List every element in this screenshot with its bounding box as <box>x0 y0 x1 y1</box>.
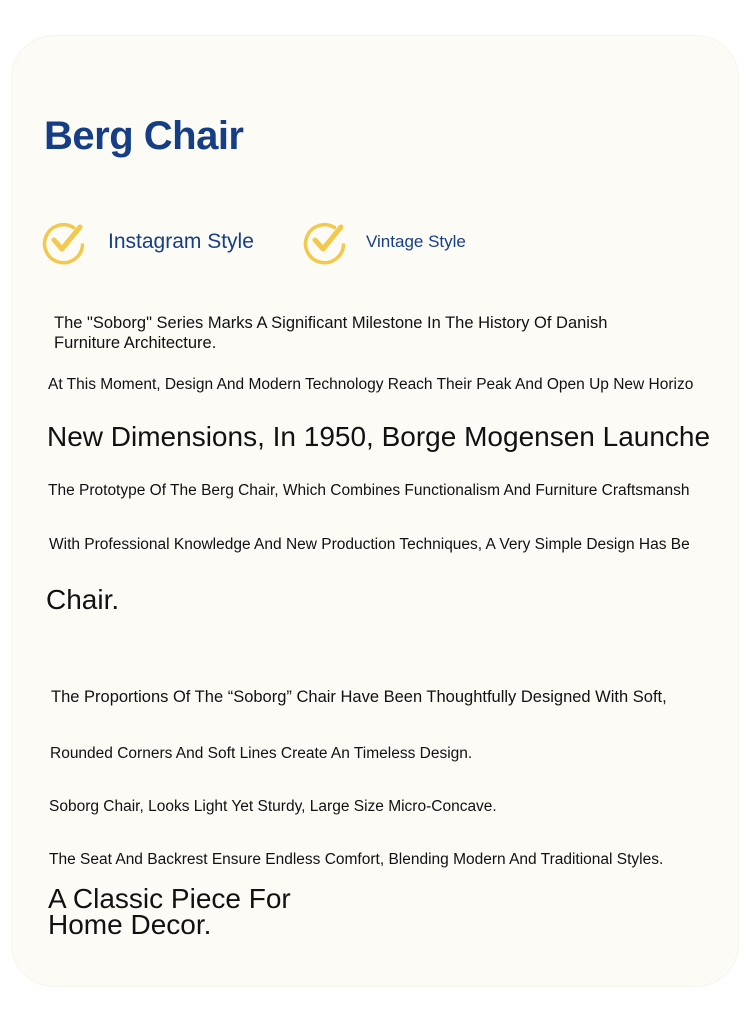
page-title: Berg Chair <box>44 114 244 158</box>
seat-paragraph: The Seat And Backrest Ensure Endless Comfort, Blending Modern And Traditional Styles. <box>49 851 664 868</box>
feature-vintage-style <box>301 219 466 265</box>
soborg-paragraph: Soborg Chair, Looks Light Yet Sturdy, Large Size Micro-Concave. <box>49 798 497 815</box>
check-circle-icon <box>301 218 349 266</box>
product-card <box>12 36 738 986</box>
proportions-paragraph: The Proportions Of The “Soborg” Chair Have Been Thoughtfully Designed With Soft, <box>51 688 667 706</box>
feature-instagram-style <box>40 219 254 265</box>
moment-paragraph: At This Moment, Design And Modern Technology Reach Their Peak And Open Up New Horizo <box>48 376 694 393</box>
check-circle-icon <box>40 218 88 266</box>
classic-heading: A Classic Piece For Home Decor. <box>48 883 291 940</box>
rounded-paragraph: Rounded Corners And Soft Lines Create An Timeless Design. <box>50 745 473 762</box>
prototype-paragraph: The Prototype Of The Berg Chair, Which Combines Functionalism And Furniture Craftsmansh <box>48 482 690 499</box>
intro-paragraph: The "Soborg" Series Marks A Significant Milestone In The History Of Danish Furniture Architecture. <box>54 314 608 352</box>
chair-heading: Chair. <box>46 584 120 615</box>
professional-paragraph: With Professional Knowledge And New Production Techniques, A Very Simple Design Has Be <box>49 536 690 553</box>
feature-label: Instagram Style <box>108 230 254 253</box>
feature-label: Vintage Style <box>366 232 466 251</box>
dimensions-heading: New Dimensions, In 1950, Borge Mogensen Launche <box>47 421 711 452</box>
